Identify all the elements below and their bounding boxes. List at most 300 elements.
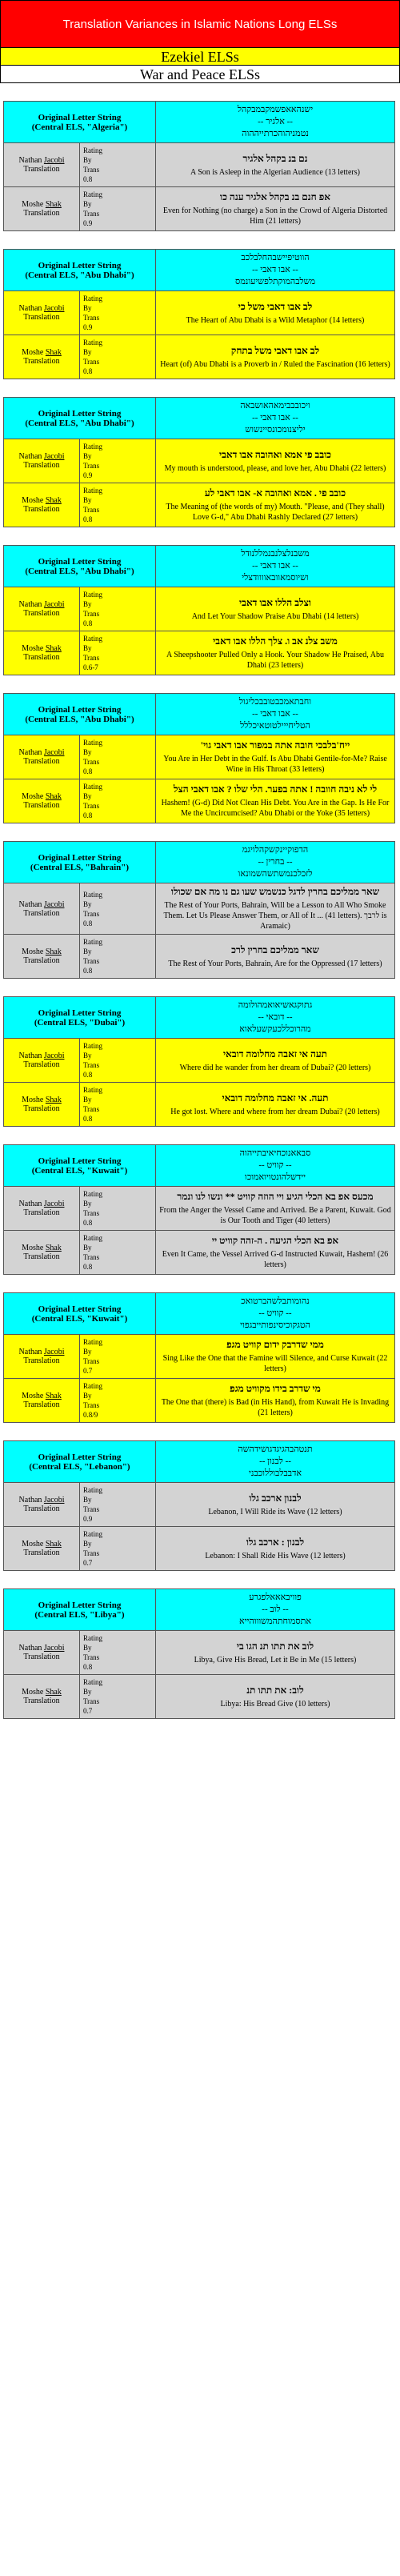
rating-cell [80,631,156,675]
original-letter-string [156,250,395,291]
translator-first: Moshe [22,792,44,801]
rating-cell [80,1527,156,1571]
hebrew-phrase: לוב את תתו תנ הגו בי [236,1640,314,1652]
hebrew-phrase: כובב פי . אמא ואהובה א- אבו דאבי לע [204,487,346,499]
rating-label: Trans [83,802,100,810]
rating-cell [80,735,156,779]
translation-row [4,1483,395,1527]
original-label-central: (Central ELS, "Libya") [34,1609,125,1620]
rating-cell [80,1083,156,1127]
hebrew-phrase: משב צלנ אב ו. צלך הללו אבו דאבי [213,635,338,647]
translator-name [4,883,80,935]
translator-last: Jacobi [43,1644,65,1653]
translator-first: Moshe [22,200,44,209]
translator-last: Shak [45,1540,62,1548]
translator-suffix: Translation [23,1252,60,1261]
original-label-central: (Central ELS, "Abu Dhabi") [25,566,134,576]
original-line: לזכלכנמשתשהשמונאו [238,869,313,879]
rating-value: 0.7 [83,1707,93,1715]
translation-text [156,143,395,187]
translation-text [156,1083,395,1127]
english-translation: A Sheepshooter Pulled Only a Hook. Your Shadow He Praised, Abu Dhabi (23 letters) [166,651,384,670]
original-line: -- לבנון -- [259,1456,291,1466]
rating-label: By [83,1644,92,1652]
translator-last: Shak [45,947,62,956]
rating-cell [80,935,156,979]
translation-row [4,439,395,483]
translator-name [4,1187,80,1231]
hebrew-phrase: מי שדרב בידו מקוויט מגפ [230,1383,321,1394]
original-row [4,250,395,291]
original-row [4,1589,395,1631]
hebrew-phrase: לב אבו דאבי משל כי [238,300,313,312]
hebrew-phrase: לי לא ניבה חוובה ! אתה בפער. הלי שלו ? אבו דאבי הצל [173,783,378,795]
english-translation: Hashem! (G-d) Did Not Clean His Debt. You Are in the Gap. Is He For Me the Uncircumcised? Abu Dhabi or the Yoke (35 letters) [161,799,390,818]
translator-first: Moshe [22,947,44,956]
translator-suffix: Translation [23,1653,60,1661]
translation-row [4,1527,395,1571]
rating-label: Rating [83,938,102,946]
translator-first: Nathan [18,899,42,909]
translator-suffix: Translation [23,956,60,965]
rating-label: By [83,947,92,955]
rating-label: Trans [83,1697,100,1705]
translation-row [4,1187,395,1231]
translator-suffix: Translation [23,461,60,470]
translation-text [156,1631,395,1675]
rating-label: Rating [83,1042,102,1050]
translator-suffix: Translation [23,209,60,218]
translation-row [4,631,395,675]
translator-name [4,779,80,823]
english-translation: Lebanon, I Will Ride its Wave (12 letters) [208,1507,342,1516]
english-translation: Even for Nothing (no charge) a Son in the Crowd of Algeria Distorted Him (21 letters) [162,206,388,226]
translator-name [4,1527,80,1571]
translator-first: Moshe [22,1244,44,1252]
translator-first: Nathan [18,1348,42,1356]
rating-label: By [83,792,92,800]
original-letter-string [156,1441,395,1483]
translator-last: Shak [45,348,62,357]
translator-last: Jacobi [43,452,65,461]
translation-row [4,735,395,779]
translator-last: Jacobi [43,1052,65,1060]
rating-label: Trans [83,462,100,470]
translator-first: Moshe [22,496,44,505]
translator-last: Shak [45,792,62,801]
hebrew-phrase: ייח'בלבכי חובה אתה במפור אבו דאבי גוי' [200,739,350,751]
els-section [0,1292,400,1423]
els-section [0,1144,400,1275]
translator-first: Nathan [18,600,42,609]
rating-label: By [83,156,92,164]
translator-name [4,935,80,979]
translation-row [4,1379,395,1423]
original-letter-string [156,694,395,735]
english-translation: He got lost. Where and where from her dream Dubai? (20 letters) [170,1107,380,1116]
english-translation: The Heart of Abu Dhabi is a Wild Metaphor (14 letters) [186,315,365,325]
rating-label: Trans [83,1549,100,1557]
rating-value: 0.9 [83,219,93,227]
rating-value: 0.8 [83,1263,93,1271]
hebrew-phrase: לוב: את תתו תנ [246,1684,304,1696]
rating-label: Rating [83,1234,102,1242]
original-row [4,102,395,143]
translation-text [156,1231,395,1275]
rating-label: By [83,644,92,652]
rating-label: Trans [83,1357,100,1365]
els-section [0,693,400,823]
rating-label: Trans [83,166,100,174]
original-letter-string [156,842,395,883]
original-line: אדבבלבוללוכבני [249,1468,302,1478]
rating-cell [80,1483,156,1527]
rating-label: By [83,1096,92,1104]
translator-name [4,1039,80,1083]
els-section [0,1588,400,1719]
original-line: סבאאנוכחיאיבתייהוה [239,1148,311,1158]
rating-value: 0.8 [83,967,93,975]
rating-label: By [83,600,92,608]
english-translation: My mouth is understood, please, and love her, Abu Dhabi (22 letters) [164,463,386,473]
rating-label: Rating [83,1338,102,1346]
original-row [4,997,395,1039]
els-table [3,996,395,1127]
original-line: -- בחרין -- [258,857,293,867]
rating-label: Rating [83,1678,102,1686]
els-table [3,101,395,231]
english-translation: You Are in Her Debt in the Gulf. Is Abu Dhabi Gentile-for-Me? Raise Wine in His Throat (33 letters) [163,755,387,774]
rating-label: By [83,1688,92,1696]
translator-suffix: Translation [23,1504,60,1513]
original-label [4,1145,156,1187]
original-line: ישנהאאפשמקבמבקהל [237,105,314,114]
translation-text [156,631,395,675]
original-label-title: Original Letter String [38,704,122,715]
original-row [4,842,395,883]
original-label-title: Original Letter String [38,1008,122,1018]
translator-name [4,1675,80,1719]
rating-label: Rating [83,1382,102,1390]
hebrew-phrase: אפ חנם בנ בקהל אלגיר ענה כו [220,191,330,202]
translator-suffix: Translation [23,505,60,514]
translation-text [156,1187,395,1231]
rating-label: Rating [83,294,102,302]
rating-label: Trans [83,1401,100,1409]
hebrew-phrase: לב אבו דאבי משל בתחק [230,344,320,356]
rating-value: 0.9 [83,471,93,479]
rating-cell [80,587,156,631]
translator-name [4,187,80,231]
original-label-title: Original Letter String [38,852,122,863]
rating-value: 0.8 [83,919,93,927]
els-table [3,1440,395,1571]
rating-value: 0.6-7 [83,663,98,671]
original-label [4,398,156,439]
original-label-title: Original Letter String [38,260,122,270]
translation-row [4,1335,395,1379]
translator-first: Moshe [22,1688,44,1697]
rating-label: By [83,304,92,312]
original-letter-string [156,1293,395,1335]
translation-row [4,1039,395,1083]
original-label [4,842,156,883]
rating-value: 0.8 [83,811,93,819]
rating-label: By [83,200,92,208]
rating-value: 0.8 [83,619,93,627]
translation-row [4,187,395,231]
original-line: ושיוסמאוובאוווודצלי [242,573,309,583]
els-section [0,545,400,675]
hebrew-phrase: שאר ממליכם בחרין לדגל כנשמש שעו גם נו מה אם שכולו [170,886,380,897]
translator-first: Nathan [18,1200,42,1208]
original-line: -- אבו דאבי -- [252,413,298,423]
translation-text [156,1675,395,1719]
rating-label: Rating [83,783,102,791]
translator-name [4,335,80,379]
translation-row [4,1083,395,1127]
english-translation: Lebanon: I Shall Ride His Wave (12 letters) [205,1551,346,1560]
translator-suffix: Translation [23,313,60,322]
els-table [3,693,395,823]
original-label-title: Original Letter String [38,408,122,419]
original-line: -- דובאי -- [258,1012,293,1022]
rating-label: By [83,1496,92,1504]
rating-label: Rating [83,1086,102,1094]
translation-row [4,335,395,379]
translator-suffix: Translation [23,1208,60,1217]
original-line: משלבהמוקתלפשיעונמס [235,277,315,286]
translator-name [4,143,80,187]
english-translation: Libya: His Bread Give (10 letters) [220,1699,330,1709]
rating-label: Rating [83,1486,102,1494]
translator-last: Jacobi [43,1496,65,1504]
rating-value: 0.8 [83,1219,93,1227]
english-translation: Libya, Give His Bread, Let it Be in Me (15 letters) [194,1655,357,1665]
original-line: תנטהבהגיגדגושידהשה [238,1444,313,1454]
translator-first: Nathan [18,1052,42,1060]
original-label-central: (Central ELS, "Bahrain") [30,862,130,872]
original-line: וחבתאמכבטובבכליגול [238,697,312,707]
translator-name [4,1379,80,1423]
original-row [4,1293,395,1335]
original-letter-string [156,546,395,587]
rating-label: Trans [83,314,100,322]
translation-text [156,1335,395,1379]
original-letter-string [156,398,395,439]
rating-cell [80,779,156,823]
hebrew-phrase: שאר ממליכם בחרין לרכ [231,943,319,955]
rating-label: Rating [83,635,102,643]
original-row [4,1441,395,1483]
original-label-title: Original Letter String [38,1304,122,1314]
original-label [4,102,156,143]
original-label-central: (Central ELS, "Lebanon") [29,1461,130,1472]
original-line: -- אבו דאבי -- [252,709,298,719]
translator-name [4,1483,80,1527]
original-label-title: Original Letter String [38,556,122,567]
translation-row [4,1631,395,1675]
rating-label: By [83,748,92,756]
rating-label: Rating [83,443,102,451]
hebrew-phrase: וצלב הללו אבו דאבי [239,596,311,608]
rating-cell [80,291,156,335]
original-line: הטליחייילטוטאיכללל [240,721,310,731]
translator-first: Moshe [22,644,44,653]
hebrew-phrase: אפ בא הכלי הגיעה . ה-זהה קוויט יי [211,1235,339,1246]
original-label-title: Original Letter String [38,112,122,122]
rating-label: By [83,1540,92,1548]
rating-label: Trans [83,1653,100,1661]
original-label [4,250,156,291]
original-label-title: Original Letter String [38,1452,122,1462]
english-translation: A Son is Asleep in the Algerian Audience (13 letters) [190,167,360,177]
original-line: מהרוכללכעקשעלאוא [239,1024,311,1034]
translator-suffix: Translation [23,165,60,174]
translator-suffix: Translation [23,1400,60,1409]
english-translation: From the Anger the Vessel Came and Arrived. Be a Parent, Kuwait. God is Our Tooth and Tiger (40 letters) [159,1206,391,1225]
original-label [4,1441,156,1483]
rating-value: 0.8 [83,767,93,775]
original-label-central: (Central ELS, "Kuwait") [31,1165,128,1176]
rating-label: By [83,899,92,908]
translation-text [156,335,395,379]
rating-cell [80,439,156,483]
translator-last: Jacobi [43,156,65,165]
rating-label: Trans [83,909,100,918]
rating-label: Trans [83,210,100,218]
original-line: -- אלגיר -- [258,117,293,126]
original-line: -- קוויט -- [258,1160,292,1170]
original-label-central: (Central ELS, "Kuwait") [31,1313,128,1324]
translator-suffix: Translation [23,1104,60,1113]
translator-first: Nathan [18,748,42,757]
rating-label: By [83,348,92,356]
original-letter-string [156,1145,395,1187]
rating-label: Rating [83,739,102,747]
original-line: הווטיפיישבהחלבלכב [241,253,310,262]
rating-cell [80,1335,156,1379]
els-sections [0,101,400,1719]
translator-suffix: Translation [23,1697,60,1705]
page-title: Translation Variances in Islamic Nations Long ELSs [0,0,400,48]
rating-label: Trans [83,957,100,965]
rating-label: Rating [83,890,102,899]
english-translation: And Let Your Shadow Praise Abu Dhabi (14 letters) [191,611,359,621]
original-letter-string [156,102,395,143]
translator-name [4,1231,80,1275]
translation-text [156,187,395,231]
els-table [3,1292,395,1423]
rating-label: Rating [83,1190,102,1198]
original-line: -- אבו דאבי -- [252,561,298,571]
original-label [4,1293,156,1335]
original-line: משבנלצלנבנמללנודל [241,549,310,559]
english-translation: The One that (there) is Bad (in His Hand), from Kuwait He is Invading (21 letters) [161,1398,390,1417]
rating-label: Trans [83,358,100,366]
rating-value: 0.8 [83,1071,93,1079]
translator-suffix: Translation [23,908,60,918]
original-row [4,694,395,735]
translator-last: Shak [45,1244,62,1252]
translator-first: Nathan [18,304,42,313]
rating-label: By [83,1244,92,1252]
hebrew-phrase: לבנון : ארכב גלו [246,1536,305,1548]
translation-text [156,291,395,335]
original-label [4,1589,156,1631]
els-table [3,1144,395,1275]
translator-name [4,291,80,335]
rating-cell [80,143,156,187]
translator-last: Shak [45,200,62,209]
els-section [0,397,400,527]
rating-cell [80,1039,156,1083]
translator-name [4,1631,80,1675]
english-translation: The Rest of Your Ports, Bahrain, Are for the Oppressed (17 letters) [168,959,382,968]
english-translation: The Meaning of (the words of my) Mouth. "Please, and (They shall) Love G-d," Abu Dhabi Rashly Declared (27 letters) [166,503,385,522]
rating-label: Trans [83,1061,100,1069]
translator-first: Nathan [18,1644,42,1653]
els-section [0,841,400,979]
rating-value: 0.9 [83,323,93,331]
rating-value: 0.7 [83,1559,93,1567]
translator-last: Jacobi [43,1348,65,1356]
rating-value: 0.9 [83,1515,93,1523]
original-row [4,1145,395,1187]
els-table [3,1588,395,1719]
original-line: ויכובבבימאהאושבאה [240,401,310,411]
rating-cell [80,483,156,527]
translation-row [4,1231,395,1275]
legend-war-and-peace: War and Peace ELSs [0,66,400,83]
original-label-central: (Central ELS, "Abu Dhabi") [25,418,134,428]
english-translation: Sing Like the One that the Famine will Silence, and Curse Kuwait (22 letters) [162,1354,388,1373]
original-label-title: Original Letter String [38,1600,122,1610]
original-line: -- קוויט -- [258,1308,292,1318]
translation-row [4,779,395,823]
rating-value: 0.7 [83,1367,93,1375]
translator-last: Jacobi [43,304,65,313]
original-letter-string [156,1589,395,1631]
rating-label: Trans [83,1253,100,1261]
translation-text [156,935,395,979]
translator-last: Shak [45,1096,62,1104]
translator-suffix: Translation [23,1060,60,1069]
rating-label: Trans [83,758,100,766]
rating-value: 0.8 [83,367,93,375]
original-letter-string [156,997,395,1039]
translator-first: Nathan [18,452,42,461]
rating-label: Trans [83,1209,100,1217]
translation-row [4,587,395,631]
translation-text [156,439,395,483]
rating-label: By [83,1052,92,1060]
original-row [4,546,395,587]
rating-cell [80,187,156,231]
translator-name [4,483,80,527]
english-translation: Even It Came, the Vessel Arrived G-d Instructed Kuwait, Hashem! (26 letters) [162,1250,389,1269]
original-label [4,546,156,587]
translator-first: Nathan [18,1496,42,1504]
translation-text [156,735,395,779]
rating-label: Trans [83,1105,100,1113]
translation-text [156,1527,395,1571]
translator-suffix: Translation [23,653,60,662]
els-table [3,249,395,379]
translator-last: Jacobi [43,1200,65,1208]
legend-ezekiel: Ezekiel ELSs [0,48,400,66]
hebrew-phrase: נם בנ בקהל אלגיר [242,152,308,164]
